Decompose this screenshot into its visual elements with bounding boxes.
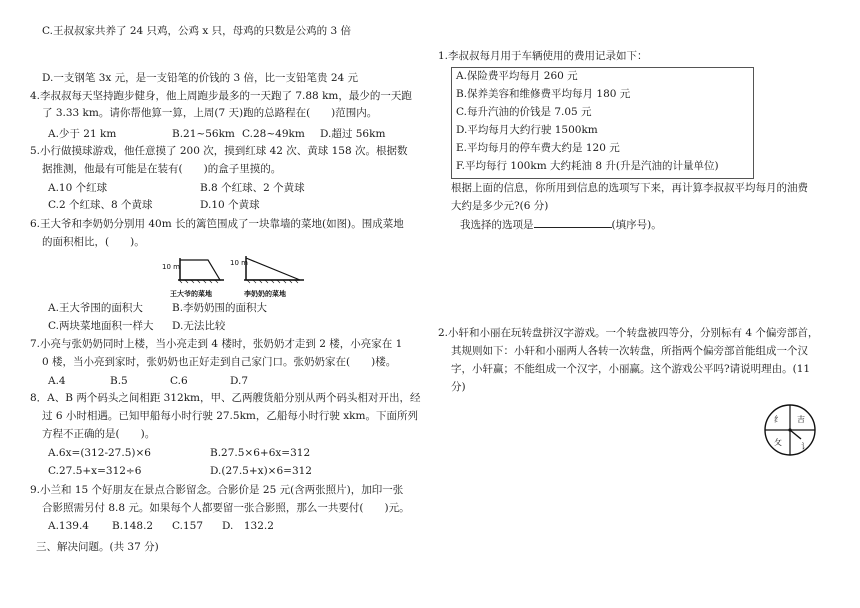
q4-line-1: 4.李叔叔每天坚持跑步健身，他上周跑步最多的一天跑了 7.88 km，最少的一天跑 [30, 90, 412, 102]
q9-option-d: D. 132.2 [222, 520, 274, 532]
p2-line-3: 字，小轩赢；不能组成一个汉字，小丽赢。这个游戏公平吗?请说明理由。(11 [451, 363, 811, 375]
p1-answer-suffix: (填序号)。 [611, 219, 662, 231]
q9-line-1: 9.小兰和 15 个好朋友在景点合影留念。合影价是 25 元(含两张照片)，加印一张 [30, 484, 404, 496]
q5-line-2: 据推测，他最有可能是在装有( )的盒子里摸的。 [42, 163, 282, 175]
info-item-b: B.保养美容和维修费平均每月 180 元 [456, 88, 631, 100]
info-item-a: A.保险费平均每月 260 元 [456, 70, 578, 82]
q9-option-b: B.148.2 [112, 520, 154, 532]
info-item-c: C.每升汽油的价钱是 7.05 元 [456, 106, 592, 118]
p1-answer-prefix: 我选择的选项是 [460, 219, 534, 231]
section-3-heading: 三、解决问题。(共 37 分) [36, 541, 159, 553]
q8-line-2: 过 6 小时相遇。已知甲船每小时行驶 27.5km，乙船每小时行驶 xkm。下面所列 [42, 410, 418, 422]
q8-option-a: A.6x=(312-27.5)×6 [48, 447, 151, 459]
q5-option-c: C.2 个红球、8 个黄球 [48, 199, 153, 211]
spinner-wheel [763, 403, 817, 457]
q5-option-b: B.8 个红球、2 个黄球 [200, 182, 305, 194]
q7-line-2: 0 楼，当小亮到家时，张奶奶也正好走到自己家门口。张奶奶家在( )楼。 [42, 356, 397, 368]
q6-line-2: 的面积相比，( )。 [42, 236, 145, 248]
wheel-label-4: 讠 [801, 442, 809, 451]
li-dimension-label: 10 m [230, 259, 248, 267]
q4-option-b: B.21~56km [172, 128, 235, 140]
q5-option-a: A.10 个红球 [48, 182, 108, 194]
q5-line-1: 5.小行做摸球游戏，他任意摸了 200 次，摸到红球 42 次、黄球 158 次。根据数 [30, 145, 408, 157]
garden-figure [160, 254, 310, 300]
wheel-label-3: 攵 [774, 438, 782, 447]
wang-garden-label: 王大爷的菜地 [170, 290, 212, 298]
info-item-e: E.平均每月的停车费大约是 120 元 [456, 142, 620, 154]
q7-option-c: C.6 [170, 375, 188, 387]
q8-line-3: 方程不正确的是( )。 [42, 428, 156, 440]
wang-dimension-label: 10 m [162, 263, 180, 271]
p1-line-1: 1.李叔叔每月用于车辆使用的费用记录如下： [438, 50, 648, 62]
p2-line-1: 2.小轩和小丽在玩转盘拼汉字游戏。一个转盘被四等分，分别标有 4 个偏旁部首， [438, 327, 819, 339]
info-item-d: D.平均每月大约行驶 1500km [456, 124, 598, 136]
q6-option-d: D.无法比较 [172, 320, 226, 332]
q4-option-a: A.少于 21 km [48, 128, 117, 140]
q7-option-d: D.7 [230, 375, 249, 387]
p1-line-2: 根据上面的信息，你所用到信息的选项写下来，再计算李叔叔平均每月的油费 [451, 182, 808, 194]
q4-option-d: D.超过 56km [320, 128, 386, 140]
q8-option-d: D.(27.5+x)×6=312 [210, 465, 312, 477]
wheel-label-1: 纟 [774, 415, 782, 424]
q9-option-a: A.139.4 [48, 520, 89, 532]
q8-option-b: B.27.5×6+6x=312 [210, 447, 311, 459]
li-garden-label: 李奶奶的菜地 [244, 290, 286, 298]
p1-answer-line [460, 218, 662, 232]
q6-option-b: B.李奶奶围的面积大 [172, 302, 268, 314]
p2-line-2: 其规则如下：小轩和小丽两人各转一次转盘，所指两个偏旁部首能组成一个汉 [451, 345, 808, 357]
p1-answer-blank[interactable] [534, 218, 612, 228]
q6-option-a: A.王大爷围的面积大 [48, 302, 143, 314]
q7-line-1: 7.小亮与张奶奶同时上楼，当小亮走到 4 楼时，张奶奶才走到 2 楼，小亮家在 1 [30, 338, 403, 350]
q9-line-2: 合影照需另付 8.8 元。如果每个人都要留一张合影照，那么一共要付( )元。 [42, 502, 410, 514]
info-box [451, 67, 754, 179]
p1-line-3: 大约是多少元?(6 分) [451, 200, 549, 212]
q6-line-1: 6.王大爷和李奶奶分别用 40m 长的篱笆围成了一块靠墙的菜地(如图)。围成菜地 [30, 218, 404, 230]
q4-line-2: 了 3.33 km。请你帮他算一算，上周(7 天)跑的总路程在( )范围内。 [42, 107, 378, 119]
q7-option-b: B.5 [110, 375, 128, 387]
q3-option-c: C.王叔叔家共养了 24 只鸡，公鸡 x 只，母鸡的只数是公鸡的 3 倍 [42, 25, 351, 37]
q8-option-c: C.27.5+x=312÷6 [48, 465, 142, 477]
q3-option-d: D.一支钢笔 3x 元，是一支铅笔的价钱的 3 倍，比一支铅笔贵 24 元 [42, 72, 359, 84]
q7-option-a: A.4 [48, 375, 66, 387]
q9-option-c: C.157 [172, 520, 204, 532]
q4-option-c: C.28~49km [242, 128, 305, 140]
q6-option-c: C.两块菜地面积一样大 [48, 320, 154, 332]
p2-line-4: 分) [451, 381, 466, 393]
info-item-f: F.平均每行 100km 大约耗油 8 升(升是汽油的计量单位) [456, 160, 719, 172]
wheel-label-2: 吉 [797, 415, 805, 424]
q8-line-1: 8．A、B 两个码头之间相距 312km，甲、乙两艘货船分别从两个码头相对开出，经 [30, 392, 421, 404]
q5-option-d: D.10 个黄球 [200, 199, 260, 211]
